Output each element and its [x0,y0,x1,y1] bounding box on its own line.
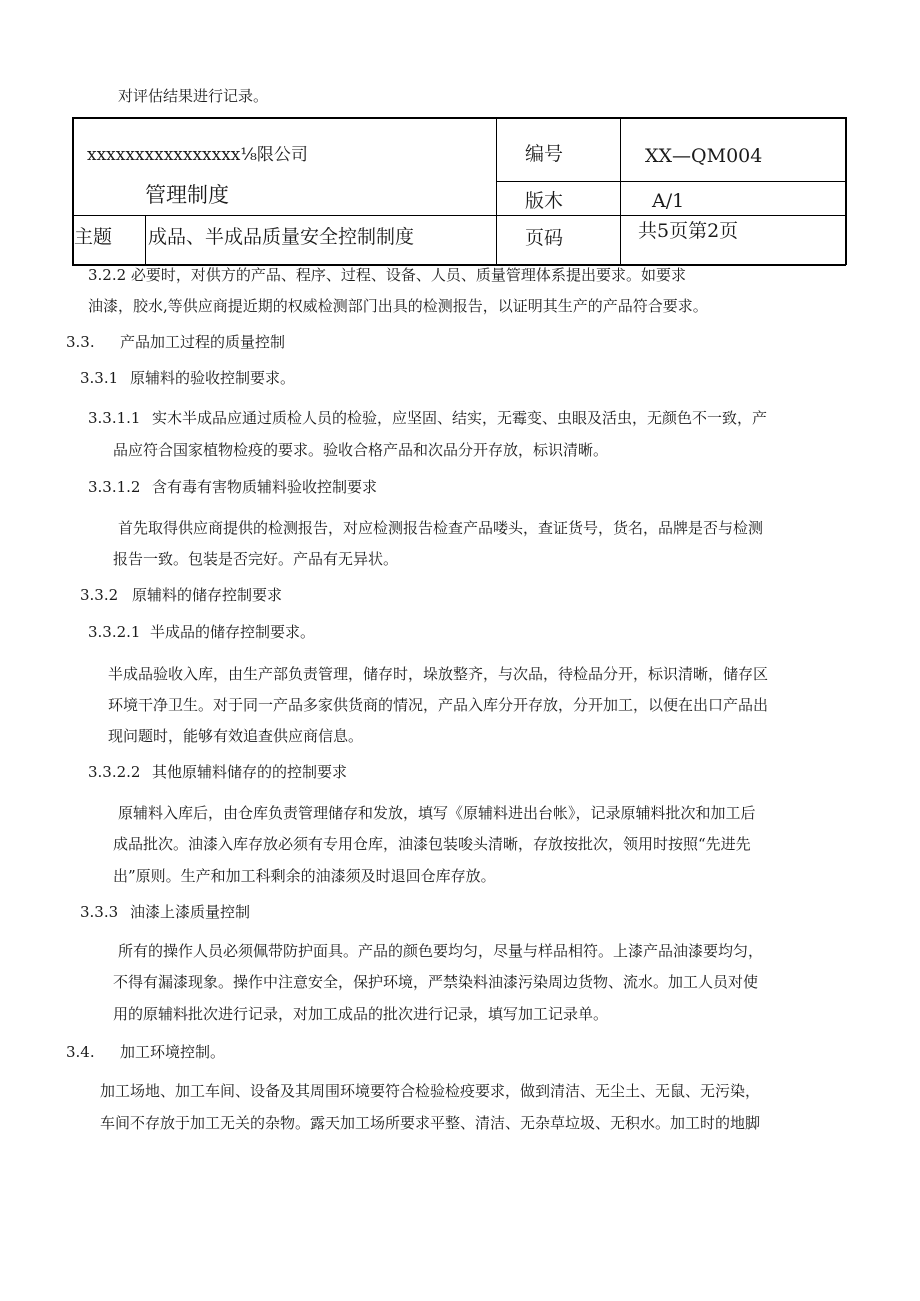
subject-label: 主题 [74,226,113,248]
s33-heading: 产品加工过程的质量控制 [120,333,286,351]
s34-heading: 加工环境控制。 [120,1043,226,1061]
s33-number: 3.3. [66,333,95,351]
s3322-para-line1: 原辅料入库后，由仓库负责管理储存和发放，填写《原辅料进出台帐》，记录原辅料批次和加工后 [118,804,756,822]
s3312-heading: 含有毒有害物质辅料验收控制要求 [152,478,378,496]
s331-heading: 原辅料的验收控制要求。 [130,369,296,387]
s3322-para-line2: 成品批次。油漆入库存放必须有专用仓库，油漆包装唆头清晰，存放按批次，领用时按照“先进先 [113,835,751,853]
s3311-line2: 品应符合国家植物检疫的要求。验收合格产品和次品分开存放，标识清晰。 [113,441,609,459]
page-value: 共5页第2页 [638,220,739,242]
s3321-para-line3: 现问题时，能够有效追查供应商信息。 [108,727,364,745]
doc-type: 管理制度 [145,183,229,207]
s3321-para-line1: 半成品验收入库，由生产部负责管理，储存时，垛放整齐，与次品，待检品分开，标识清晰，储存区 [108,665,769,683]
s3312-number: 3.3.1.2 [88,478,141,496]
s3322-heading: 其他原辅料储存的的控制要求 [152,763,348,781]
s331-number: 3.3.1 [80,369,119,387]
s3311-line1: 实木半成品应通过质检人员的检验，应坚固、结实，无霉变、虫眼及活虫，无颜色不一致，产 [152,409,768,427]
s333-para-line2: 不得有漏漆现象。操作中注意安全，保护环境，严禁染料油漆污染周边货物、流水。加工人员对使 [113,973,759,991]
s3322-number: 3.3.2.2 [88,763,141,781]
intro-line: 对评估结果进行记录。 [118,87,269,105]
s333-heading: 油漆上漆质量控制 [130,903,251,921]
s3311-number: 3.3.1.1 [88,409,141,427]
s3312-para-line1: 首先取得供应商提供的检测报告，对应检测报告检查产品喽头，查证货号，货名，品牌是否与检测 [118,519,764,537]
s333-para-line1: 所有的操作人员必须佩带防护面具。产品的颜色要均匀，尽量与样品相符。上漆产品油漆要均匀， [118,942,764,960]
table-col-divider-subject [145,215,146,265]
page-label: 页码 [525,227,564,249]
s322-line1: 3.2.2 必要时，对供方的产品、程序、过程、设备、人员、质量管理体系提出要求。如要求 [88,266,686,284]
table-col-divider-1 [496,117,497,265]
s322-line2: 油漆，胶水,等供应商提近期的权威检测部门出具的检测报告，以证明其生产的产品符合要求。 [88,297,708,315]
table-divider-subject [72,215,846,216]
table-col-divider-2 [620,117,621,265]
table-border-right [845,117,847,265]
s34-para-line2: 车间不存放于加工无关的杂物。露天加工场所要求平整、清洁、无杂草垃圾、无积水。加工时的地脚 [100,1114,761,1132]
s332-number: 3.3.2 [80,586,119,604]
version-value: A/1 [652,190,685,212]
table-divider-right [496,181,846,182]
table-border-top [72,117,846,119]
s34-para-line1: 加工场地、加工车间、设备及其周围环境要符合检验检疫要求，做到清洁、无尘土、无鼠、无污染， [100,1082,761,1100]
s3321-heading: 半成品的储存控制要求。 [150,623,316,641]
version-label: 版木 [525,190,564,212]
s34-number: 3.4. [66,1043,95,1061]
company-name: xxxxxxxxxxxxxxxx⅛限公司 [87,145,308,165]
s332-heading: 原辅料的储存控制要求 [132,586,283,604]
s333-para-line3: 用的原辅料批次进行记录，对加工成品的批次进行记录，填写加工记录单。 [113,1005,609,1023]
s3322-para-line3: 出”原则。生产和加工科剩余的油漆须及时退回仓库存放。 [113,867,496,885]
code-label: 编号 [525,143,564,165]
s3312-para-line2: 报告一致。包装是否完好。产品有无异状。 [113,550,399,568]
subject-value: 成品、半成品质量安全控制制度 [148,226,415,248]
s3321-number: 3.3.2.1 [88,623,141,641]
code-value: XX—QM004 [645,145,763,167]
s333-number: 3.3.3 [80,903,119,921]
s3321-para-line2: 环境干净卫生。对于同一产品多家供货商的情况，产品入库分开存放，分开加工，以便在出口产品出 [108,696,769,714]
